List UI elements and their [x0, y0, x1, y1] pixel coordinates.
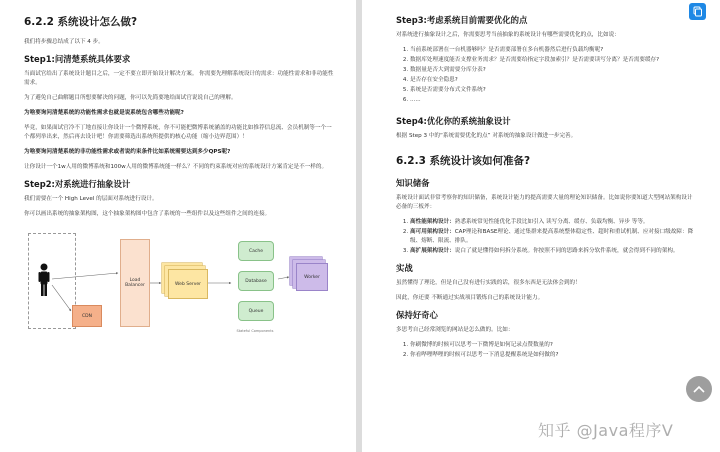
section-heading-6-2-2: 6.2.2 系统设计怎么做?: [24, 16, 138, 28]
knowledge-paragraph: 系统设计面试非常考察你的知识储备，系统设计能力的提高需要大量的理论知识储备。比如说你要知道大型网站架构设计必备的三板斧：: [396, 195, 693, 210]
chevron-up-icon: [693, 385, 705, 393]
web-server-box: Web Server: [168, 269, 208, 299]
step1-paragraph-2: 为了避免自己曲解题目所想要解决的问题，你可以先简要地给面试官说说自己的理解。: [24, 95, 237, 101]
practice-paragraph-2: 因此，你还要 不断通过实战项目锻炼自己的系统设计能力。: [396, 295, 544, 301]
knowledge-list: [396, 218, 694, 256]
step1-paragraph-3: 毕竟，如果面试官冷不丁地直接让你设计一个微博系统，你不可能把微博系统涵盖的功能比如推荐信息流、会员机制等一个一个都列举出来，然后再去设计吧！你需要筛选出系统所提供的核心功能（缩小边界范围）！: [24, 125, 332, 140]
list-item-text: 说白了就是懂得如何拆分系统。你按照不同的思路来拆分软件系统，就会得到不同的架构。: [454, 248, 679, 254]
step4-title: Step4:优化你的系统抽象设计: [396, 116, 511, 126]
stateful-components-label: Stateful Components: [236, 329, 274, 333]
list-item: 4. 是否存在安全隐患?: [410, 76, 694, 85]
knowledge-title: 知识储备: [396, 178, 430, 188]
cache-box: Cache: [238, 241, 274, 261]
step1-paragraph-4: 让你设计一个1w人用的微博系统和100w人用的微博系统能一样么？不同的约束系统对应的系统设计方案肯定是不一样的。: [24, 164, 328, 170]
step1-question-1: 为啥要询问清楚系统的功能性需求也就是说系统包含哪些功能呢?: [24, 110, 184, 116]
cdn-box: CDN: [72, 305, 102, 327]
step2-title: Step2:对系统进行抽象设计: [24, 179, 131, 189]
list-item: [410, 247, 694, 256]
intro-text: 我们将步骤总结成了以下 4 步。: [24, 39, 104, 45]
step2-paragraph-1: 我们需要在一个 High Level 的层面对系统进行设计。: [24, 196, 158, 202]
list-item: 6. ......: [410, 96, 694, 105]
right-page: [362, 0, 720, 452]
list-item: [410, 228, 694, 246]
list-item: 1. 当前系统部署在一台机器够吗？是否需要部署在多台机器然后进行负载均衡呢?: [410, 46, 694, 55]
architecture-diagram: [28, 233, 328, 353]
load-balancer-box: Load Balancer: [120, 239, 150, 327]
list-item: 5. 系统是否需要分布式文件系统?: [410, 86, 694, 95]
section-heading-6-2-3: 6.2.3 系统设计该如何准备?: [396, 155, 531, 167]
curiosity-title: 保持好奇心: [396, 310, 438, 320]
list-item-lead: 高扩展架构设计：: [410, 248, 455, 254]
list-item: 1. 你刷微博的时候可以思考一下微博是如何记录点赞数量的?: [410, 341, 694, 350]
curiosity-list: [396, 341, 694, 360]
copy-icon: [692, 6, 703, 17]
queue-box: Queue: [238, 301, 274, 321]
database-box: Database: [238, 271, 274, 291]
list-item-lead: 高性能架构设计：: [410, 219, 455, 225]
step1-question-2: 为啥要询问清楚系统的非功能性需求或者说约束条件比如系统需要达到多少QPS呢?: [24, 149, 231, 155]
list-item-text: 熟悉系统常见性能优化手段比如引入 读写分离、缓存、负载均衡、异步 等等。: [454, 219, 649, 225]
step2-paragraph-2: 你可以画出系统的抽象架构图，这个抽象架构图中包含了系统的一些组件以及这些组件之间的连接。: [24, 211, 271, 217]
step1-title: Step1:问清楚系统具体要求: [24, 54, 131, 64]
worker-box: Worker: [296, 263, 328, 291]
step3-intro: 对系统进行抽象设计之后，你需要思考当前抽象的系统设计有哪些需要优化的点，比如说：: [396, 32, 620, 38]
list-item: 2. 数据库处理速度能否支撑业务需求？是否需要给指定字段加索引？是否需要读写分离？是否需要缓存?: [410, 56, 694, 65]
practice-title: 实战: [396, 263, 413, 273]
scroll-to-top-button[interactable]: [686, 376, 712, 402]
list-item: 2. 你看哔哩哔哩的时候可以思考一下消息提醒系统是如何做的?: [410, 351, 694, 360]
step1-paragraph-1: 当面试官给出了系统设计题目之后，一定不要立即开始设计解决方案。 你需要先理解系统设计的需求：功能性需求和非功能性需求。: [24, 71, 334, 86]
step3-title: Step3:考虑系统目前需要优化的点: [396, 15, 528, 25]
watermark: 知乎 @Java程序V: [538, 421, 674, 440]
list-item-lead: 高可用架构设计：: [410, 229, 455, 235]
list-item: 3. 数据量是否大到需要分库分表?: [410, 66, 694, 75]
step3-list: [396, 46, 694, 105]
left-page: [0, 0, 356, 452]
practice-paragraph-1: 虽然懂得了理论，但是自己没有进行实践的话，很多东西是无法体会到的！: [396, 280, 581, 286]
toolbar-copy-button[interactable]: [689, 3, 706, 20]
list-item-text: CAP理论和BASE理论、通过集群来提高系统整体稳定性、超时和重试机制、应对接口级故障：降级、熔断、限流、排队。: [410, 229, 694, 244]
step4-paragraph: 根据 Step 3 中的“系统需要优化的点” 对系统的抽象设计做进一步完善。: [396, 133, 577, 139]
curiosity-paragraph: 多思考自己经常浏览的网站是怎么做的。比如：: [396, 327, 514, 333]
user-icon: [38, 263, 50, 297]
list-item: [410, 218, 694, 227]
